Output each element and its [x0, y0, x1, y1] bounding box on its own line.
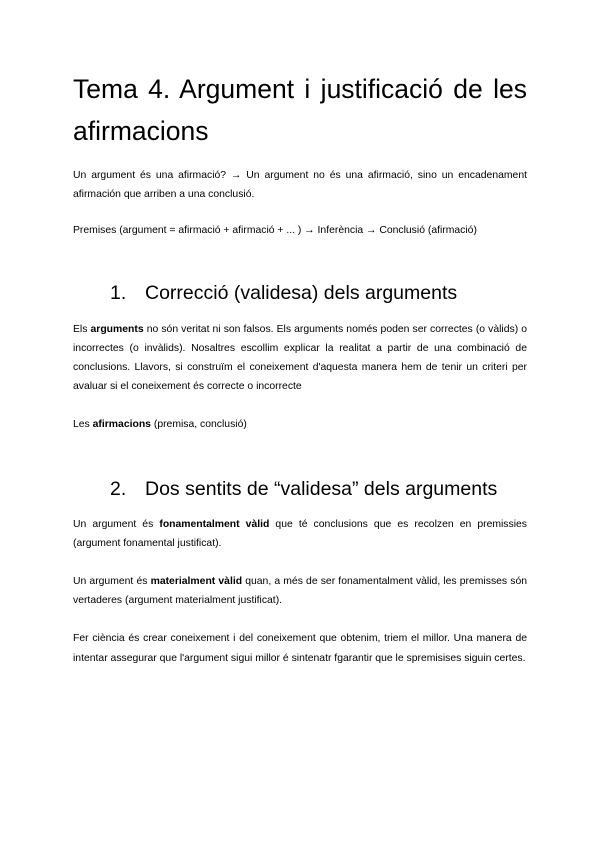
section-heading-2 — [73, 477, 527, 501]
material-validity-paragraph — [73, 572, 527, 610]
bold-term-fonamentalment: fonamentalment vàlid — [159, 518, 270, 530]
text-run: Un argument és — [73, 576, 151, 588]
section-number: 2. — [110, 477, 127, 500]
text-run: Els — [73, 323, 91, 335]
bold-term-afirmacions: afirmacions — [92, 419, 151, 431]
intro-paragraph: Un argument és una afirmació? → Un argument no és una afirmació, sino un encadenament afirmación que arriben a una conclusió. — [73, 170, 527, 201]
science-paragraph: Fer ciència és crear coneixement i del coneixement que obtenim, triem el millor. Una manera de intentar assegurar que l'argument sigui millor é sintenatr fgarantir que le spremisises siguin certes. — [73, 633, 527, 664]
bold-term-arguments: arguments — [90, 323, 144, 335]
formal-validity-paragraph — [73, 515, 527, 553]
text-run: no són veritat ni son falsos. Els arguments només poden ser correctes (o vàlids) o incorrectes (o invàlids). Nosaltres escollim explicar la realitat a partir de una combinació de conclusions. Llavors, si construïm el coneixement d'aquesta manera hem de tenir un criteri per avaluar si el coneixement és correcte o incorrecte — [73, 323, 528, 393]
section-number: 1. — [110, 281, 127, 304]
text-run: que té conclusions que es recolzen en premissies (argument fonamental justificat). — [73, 518, 527, 549]
text-run: (premisa, conclusió) — [150, 419, 247, 431]
text-run: quan, a més de ser fonamentalment vàlid, les premisses són vertaderes (argument materialment justificat). — [73, 576, 527, 607]
section-heading-text: Correcció (validesa) dels arguments — [145, 281, 458, 304]
affirmations-paragraph — [73, 415, 527, 434]
text-run: Un argument és — [73, 518, 160, 530]
arguments-paragraph — [73, 320, 527, 397]
page-title: Tema 4. Argument i justificació de les afirmacions — [73, 74, 527, 146]
document-page — [73, 68, 527, 668]
bold-term-materialment: materialment vàlid — [150, 576, 243, 588]
section-heading-1 — [73, 281, 527, 305]
section-heading-text: Dos sentits de “validesa” dels arguments — [145, 477, 498, 500]
premises-formula: Premises (argument = afirmació + afirmació + ... ) → Inferència → Conclusió (afirmació) — [73, 225, 477, 237]
text-run: Les — [73, 419, 93, 431]
